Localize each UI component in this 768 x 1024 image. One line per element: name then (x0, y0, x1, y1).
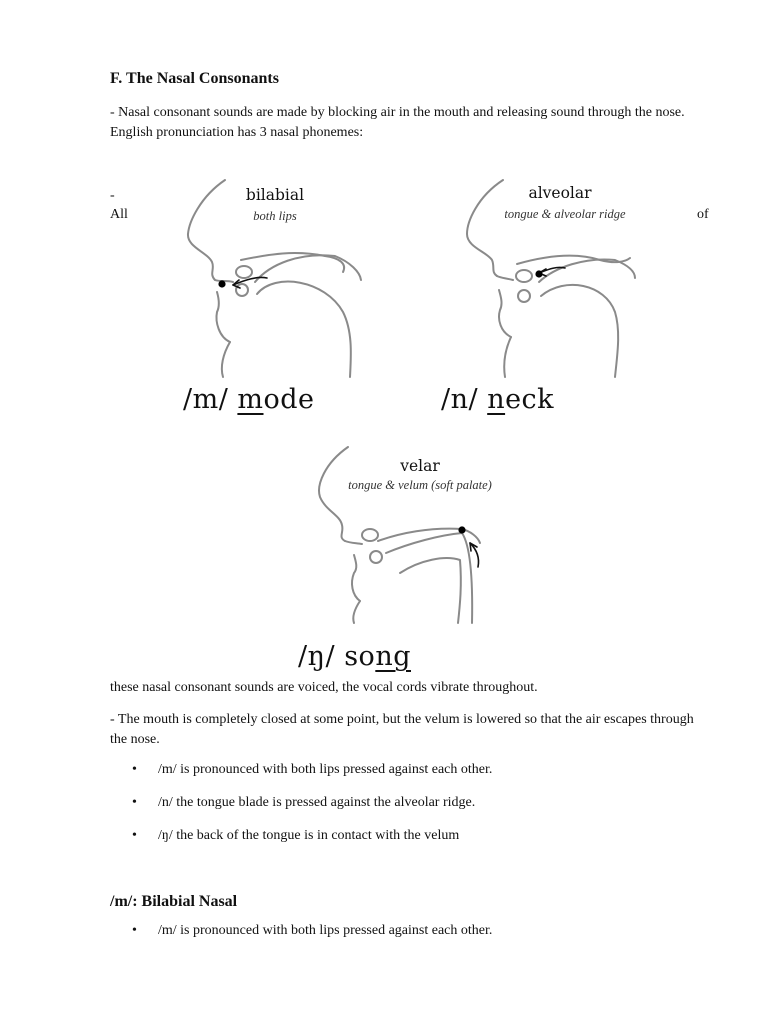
list-item (110, 760, 492, 780)
bilabial-phoneme-example (183, 384, 315, 415)
wrap-all: All (110, 207, 128, 222)
list-item (110, 793, 475, 813)
wrap-of: of (697, 207, 709, 222)
list-item (110, 826, 459, 846)
velar-sublabel: tongue & velum (soft palate) (348, 478, 492, 492)
mouth-paragraph: - The mouth is completely closed at some point, but the velum is lowered so that the air escapes through the nose. (110, 712, 694, 747)
bullet-glyph: • (132, 828, 137, 843)
velar-mouth-illustration (290, 445, 530, 630)
wrap-dash: - (110, 188, 115, 203)
alveolar-example-word: neck (487, 384, 555, 415)
list-item-text: /n/ the tongue blade is pressed against the alveolar ridge. (158, 795, 476, 810)
bullet-glyph: • (132, 795, 137, 810)
alveolar-diagram (441, 172, 675, 432)
list-item-text: /ŋ/ the back of the tongue is in contact with the velum (158, 828, 460, 843)
alveolar-sublabel: tongue & alveolar ridge (504, 207, 626, 221)
bilabial-example-word: mode (237, 384, 315, 415)
intro-paragraph: - Nasal consonant sounds are made by blocking air in the mouth and releasing sound through the nose. English pronunciation has 3 nasal phonemes: (110, 105, 685, 140)
velar-diagram (290, 445, 530, 680)
velar-label: velar (400, 457, 440, 475)
alveolar-phoneme-example (441, 384, 554, 415)
bilabial-label: bilabial (245, 186, 305, 204)
velar-symbol: /ŋ/ (298, 641, 336, 672)
section-title: F. The Nasal Consonants (110, 70, 279, 87)
list-item (110, 921, 492, 941)
bilabial-symbol: /m/ (183, 384, 229, 415)
voiced-paragraph: these nasal consonant sounds are voiced, the vocal cords vibrate throughout. (110, 680, 538, 695)
alveolar-symbol: /n/ (441, 384, 479, 415)
subheading: /m/: Bilabial Nasal (110, 893, 238, 910)
velar-phoneme-example (298, 641, 411, 672)
bilabial-diagram (175, 172, 375, 432)
bullet-glyph: • (132, 762, 137, 777)
alveolar-mouth-illustration (455, 172, 675, 382)
bullet-glyph: • (132, 923, 137, 938)
list-item-text: /m/ is pronounced with both lips pressed against each other. (158, 762, 493, 777)
bilabial-sublabel: both lips (253, 209, 297, 223)
alveolar-label: alveolar (528, 184, 592, 202)
list-item-text: /m/ is pronounced with both lips pressed against each other. (158, 923, 493, 938)
bilabial-mouth-illustration (175, 172, 375, 382)
velar-example-word: song (344, 641, 411, 672)
